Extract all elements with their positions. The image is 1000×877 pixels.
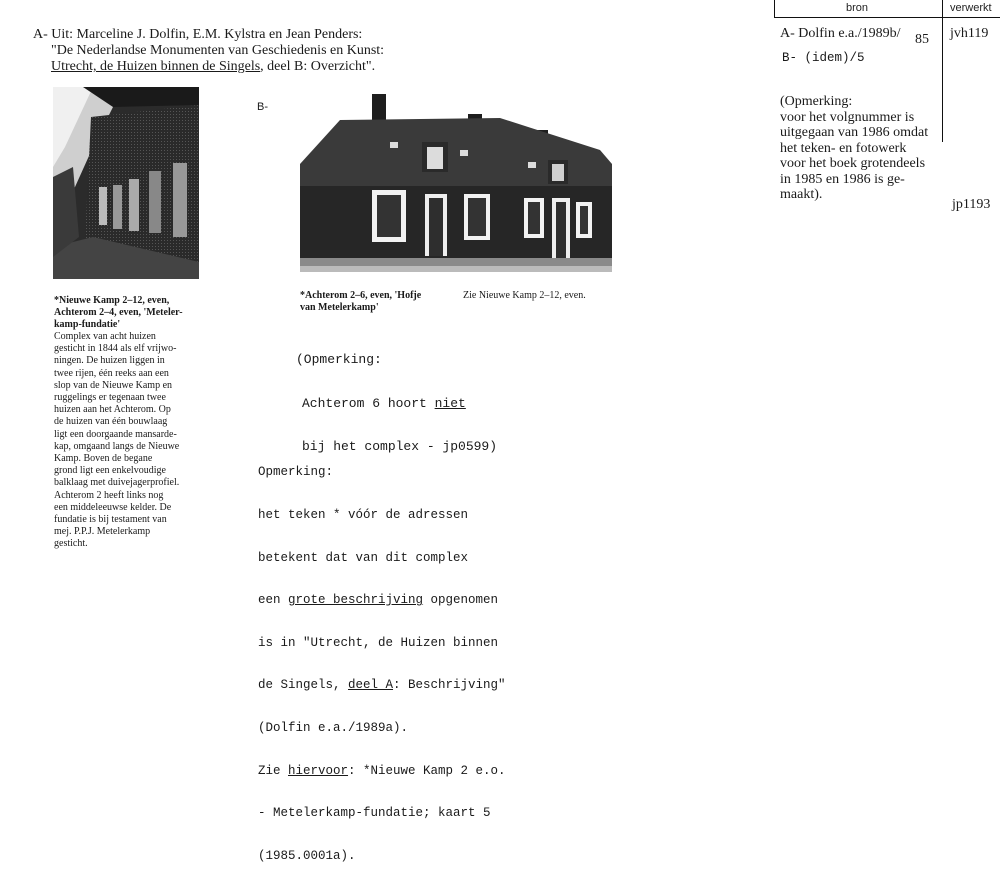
hofje-photo-graphic xyxy=(300,94,612,272)
caption-left-title xyxy=(54,295,214,331)
note-line: betekent dat van dit complex xyxy=(258,550,469,565)
note-line xyxy=(258,593,506,607)
note-emphasis: niet xyxy=(434,395,466,411)
photo-nieuwe-kamp xyxy=(53,87,199,279)
caption-line: fundatie is bij testament van xyxy=(54,514,167,526)
table-column-divider xyxy=(942,0,943,142)
caption-left xyxy=(54,295,214,551)
note-text: : *Nieuwe Kamp 2 e.o. xyxy=(348,763,506,778)
source-line-3-rest: , deel B: Overzicht". xyxy=(260,59,376,74)
note-line: is in "Utrecht, de Huizen binnen xyxy=(258,635,499,650)
remark-line: voor het volgnummer is xyxy=(780,109,915,125)
caption-line: de huizen van één bouwlaag xyxy=(54,416,168,428)
caption-title-line: van Metelerkamp' xyxy=(300,302,379,313)
entry-a: A- Dolfin e.a./1989b/ xyxy=(780,26,901,41)
caption-title-line: *Nieuwe Kamp 2–12, even, xyxy=(54,295,170,306)
note-line: - Metelerkamp-fundatie; kaart 5 xyxy=(258,806,491,821)
note-emphasis: grote beschrijving xyxy=(288,593,424,608)
remark-verwerkt: jp1193 xyxy=(952,197,991,212)
caption-line: twee rijen, één reeks aan een xyxy=(54,367,169,379)
caption-line: gesticht. xyxy=(54,538,88,550)
book-title: Utrecht, de Huizen binnen de Singels xyxy=(51,59,261,74)
note-line xyxy=(296,397,497,412)
caption-b-title xyxy=(300,290,421,314)
courtyard-photo-graphic xyxy=(53,87,199,279)
note-text: Zie xyxy=(258,763,289,778)
caption-line: slop van de Nieuwe Kamp en xyxy=(54,379,173,391)
header-bron: bron xyxy=(846,2,869,14)
source-line-3 xyxy=(33,59,384,75)
source-line-2: "De Nederlandse Monumenten van Geschiedenis en Kunst: xyxy=(51,43,385,58)
caption-title-line: Achterom 2–4, even, 'Meteler- xyxy=(54,307,183,318)
caption-title-line: *Achterom 2–6, even, 'Hofje xyxy=(300,290,422,301)
caption-line: ligt een doorgaande mansarde- xyxy=(54,428,177,440)
note-line xyxy=(258,764,506,778)
note-line: (Opmerking: xyxy=(296,352,382,367)
note-line: (Dolfin e.a./1989a). xyxy=(258,721,409,736)
entry-b: B- (idem)/5 xyxy=(782,51,865,65)
source-line-1: A- Uit: Marceline J. Dolfin, E.M. Kylstra en Jean Penders: xyxy=(33,27,363,42)
remark-line: maakt). xyxy=(780,187,823,202)
entry-a-page: 85 xyxy=(915,32,929,47)
note-text: een xyxy=(258,593,289,608)
caption-line: Achterom 2 heeft links nog xyxy=(54,489,164,501)
caption-line: ruggelings er tegenaan twee xyxy=(54,392,166,404)
caption-line: huizen aan het Achterom. Op xyxy=(54,404,171,416)
note-line: Opmerking: xyxy=(258,465,334,480)
caption-line: ningen. De huizen liggen in xyxy=(54,355,165,367)
table-header-rule xyxy=(774,17,1000,18)
note-text: opgenomen xyxy=(423,593,499,608)
table-border-left xyxy=(774,0,775,18)
note-text: de Singels, xyxy=(258,678,349,693)
table-remark xyxy=(780,94,928,203)
remark-line: voor het boek grotendeels xyxy=(780,156,926,171)
remark-line: het teken- en fotowerk xyxy=(780,140,907,156)
caption-left-body xyxy=(54,331,214,551)
caption-line: Complex van acht huizen xyxy=(54,331,156,342)
note-line: het teken * vóór de adressen xyxy=(258,508,469,523)
source-citation xyxy=(33,27,384,75)
photo-achterom xyxy=(300,94,612,272)
photo-b-label: B- xyxy=(257,101,268,113)
caption-line: grond ligt een enkelvoudige xyxy=(54,465,166,477)
note-explanation xyxy=(258,437,506,877)
caption-line: kap, omgaand langs de Nieuwe xyxy=(54,440,180,452)
header-verwerkt: verwerkt xyxy=(950,2,992,14)
caption-title-line: kamp-fundatie' xyxy=(54,319,121,330)
note-line xyxy=(258,678,506,692)
remark-line: (Opmerking: xyxy=(780,94,853,109)
entry-a-verwerkt: jvh119 xyxy=(950,26,989,41)
caption-line: een middeleeuwse kelder. De xyxy=(54,501,172,513)
note-text: Achterom 6 hoort xyxy=(302,395,435,411)
remark-line: in 1985 en 1986 is ge- xyxy=(780,171,905,187)
note-emphasis: hiervoor xyxy=(288,763,349,778)
note-line: (1985.0001a). xyxy=(258,848,356,863)
caption-line: Kamp. Boven de begane xyxy=(54,453,153,465)
caption-line: mej. P.P.J. Metelerkamp xyxy=(54,526,151,538)
note-line: bij het complex - jp0599) xyxy=(302,439,498,454)
remark-line: uitgegaan van 1986 omdat xyxy=(780,125,929,140)
caption-line: balklaag met duivejagerprofiel. xyxy=(54,477,180,489)
note-text: : Beschrijving" xyxy=(393,678,506,693)
caption-b-see: Zie Nieuwe Kamp 2–12, even. xyxy=(463,290,586,301)
caption-line: gesticht in 1844 als elf vrijwo- xyxy=(54,343,177,355)
note-emphasis: deel A xyxy=(348,678,394,693)
